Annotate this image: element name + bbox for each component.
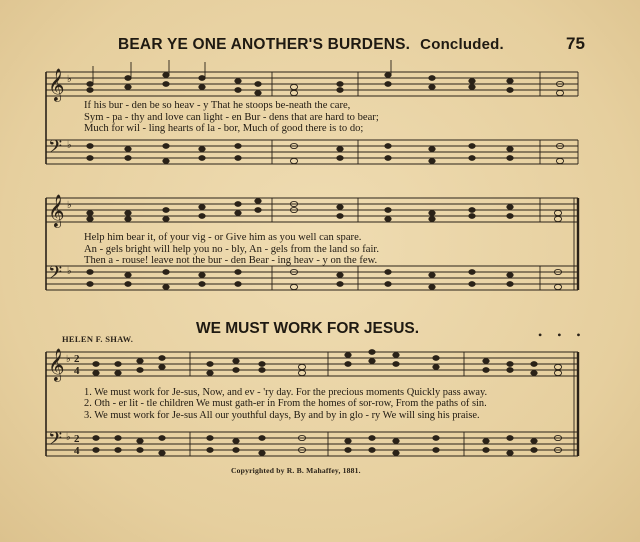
svg-text:2: 2 xyxy=(74,433,80,445)
lyric-line: Then a - rouse! leave not the bur - den Bear - ing heav - y on the few. xyxy=(84,255,378,267)
svg-text:𝄞: 𝄞 xyxy=(48,68,65,101)
fermata-dots: • • • xyxy=(538,328,587,342)
svg-text:𝄞: 𝄞 xyxy=(48,194,65,227)
svg-text:4: 4 xyxy=(74,445,80,457)
svg-text:𝄞: 𝄞 xyxy=(48,348,65,381)
svg-text:4: 4 xyxy=(74,365,80,377)
hymn-1-system-1-lyrics xyxy=(84,100,610,135)
hymn-2-verses xyxy=(84,387,584,421)
hymn-1-title-text: BEAR YE ONE ANOTHER'S BURDENS. xyxy=(118,36,411,53)
svg-text:♭: ♭ xyxy=(67,74,72,85)
hymn-1-system-2-lyrics xyxy=(84,232,610,267)
svg-text:𝄢: 𝄢 xyxy=(48,429,63,454)
lyric-line: Sym - pa - thy and love can light - en Bur - dens that are hard to bear; xyxy=(84,111,379,123)
svg-text:♭: ♭ xyxy=(66,354,71,365)
hymn-2-author: HELEN F. SHAW. xyxy=(62,334,134,344)
lyric-line: An - gels bright will help you no - bly, An - gels from the land so fair. xyxy=(84,243,380,255)
svg-text:♭: ♭ xyxy=(66,432,71,443)
lyric-line: If his bur - den be so heav - y That he stoops be-neath the care, xyxy=(84,100,351,111)
svg-text:♭: ♭ xyxy=(67,266,72,277)
hymn-2-title: WE MUST WORK FOR JESUS. xyxy=(196,320,420,337)
svg-text:♭: ♭ xyxy=(67,140,72,151)
copyright-notice: Copyrighted by R. B. Mahaffey, 1881. xyxy=(231,466,361,475)
verse-line: 2. Oth - er lit - tle children We must gath-er in From the homes of sor-row, From the paths of sin. xyxy=(84,398,487,410)
svg-text:2: 2 xyxy=(74,353,80,365)
svg-text:♭: ♭ xyxy=(67,200,72,211)
lyric-line: Help him bear it, of your vig - or Give him as you well can spare. xyxy=(84,232,362,243)
svg-text:𝄢: 𝄢 xyxy=(48,263,63,288)
hymn-1-subtitle: Concluded. xyxy=(420,36,504,53)
svg-text:𝄢: 𝄢 xyxy=(48,137,63,162)
hymn-1-title xyxy=(118,36,504,54)
verse-line: 1. We must work for Je-sus, Now, and ev - 'ry day. For the precious moments Quickly pass away. xyxy=(84,387,488,398)
verse-line: 3. We must work for Je-sus All our youthful days, By and by in glo - ry We will sing his praise. xyxy=(84,409,480,421)
lyric-line: Much for wil - ling hearts of la - bor, Much of good there is to do; xyxy=(84,123,364,135)
page-number: 75 xyxy=(566,34,585,53)
